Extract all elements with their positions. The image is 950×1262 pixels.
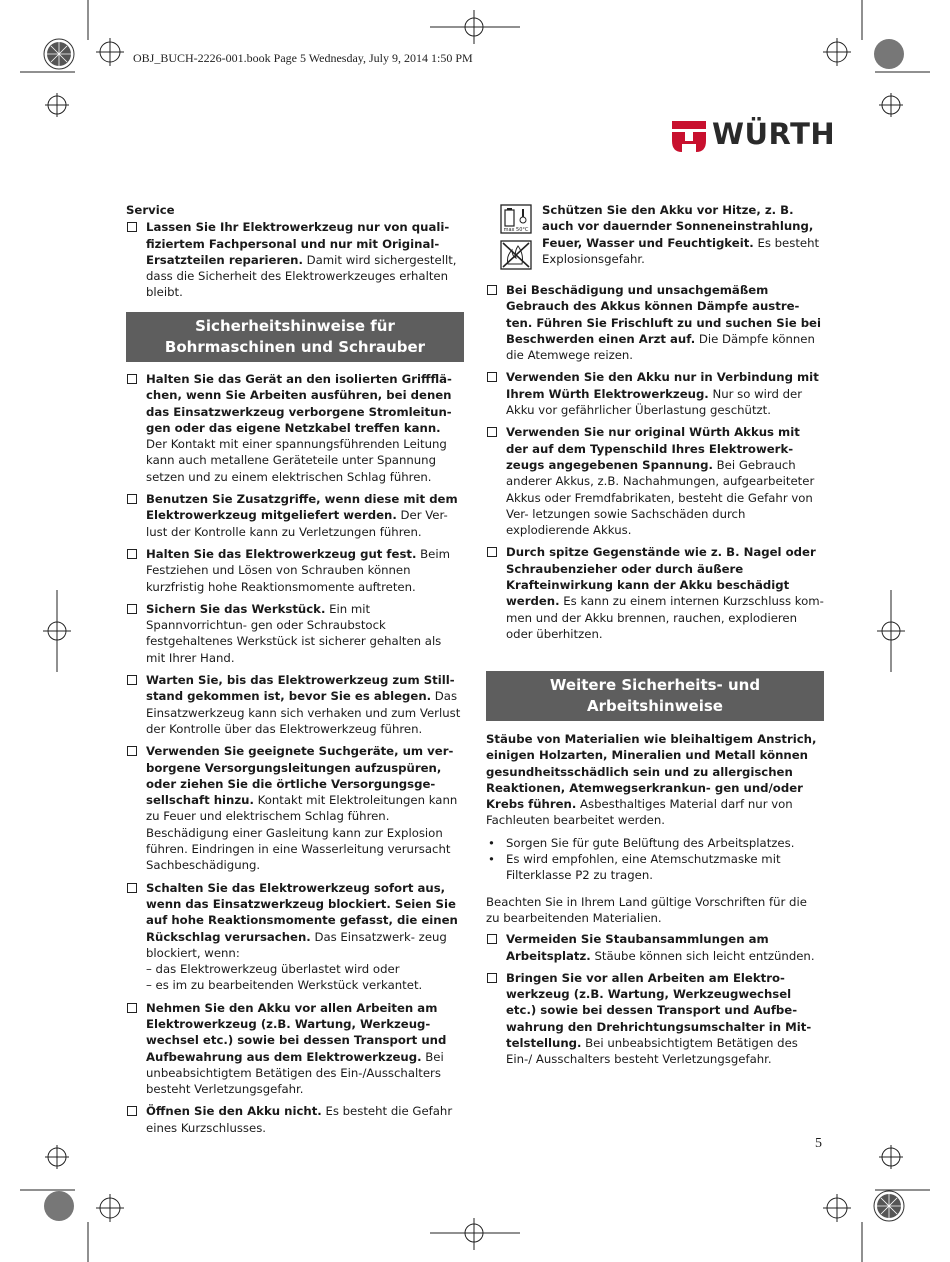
list-item: Sichern Sie das Werkstück. Ein mit Spannvorrichtun- gen oder Schraubstock festgehaltenes Werkstück ist sicherer gehalten als mit Ihrer Hand. <box>126 601 464 666</box>
regulations-note: Beachten Sie in Ihrem Land gültige Vorschriften für die zu bearbeitenden Materialien. <box>486 894 807 925</box>
bullet-item: • Es wird empfohlen, eine Atemschutzmaske mit Filterklasse P2 zu tragen. <box>488 852 781 883</box>
checkbox-bullet-icon <box>127 549 137 559</box>
list-item: Halten Sie das Elektrowerkzeug gut fest. Beim Festziehen und Lösen von Schrauben können kurzfristig hohe Reaktionsmomente auftreten. <box>126 546 464 595</box>
no-fire-water-icon <box>500 240 532 270</box>
dust-section <box>486 731 824 1074</box>
list-item: Schalten Sie das Elektrowerkzeug sofort aus, wenn das Einsatzwerkzeug blockiert. Seien Sie auf hohe Reaktionsmomente gefasst, die einen Rückschlag verursachen. Das Einsatzwerk- zeug blockiert, wenn: – das Elektrowerkzeug überlastet wird oder – es im zu bearbeitenden Werkstück verkantet. <box>126 880 464 994</box>
list-item: Durch spitze Gegenstände wie z. B. Nagel oder Schraubenzieher oder durch äußere Krafteinwirkung kann der Akku beschädigt werden. Es kann zu einem internen Kurzschluss kom- men und der Akku brennen, rauchen, explodieren oder überhitzen. <box>486 544 824 642</box>
list-item: Verwenden Sie nur original Würth Akkus mit der auf dem Typenschild Ihres Elektrowerk- zeugs angegebenen Spannung. Bei Gebrauch anderer Akkus, z.B. Nachahmungen, aufgearbeiteter Akkus oder Fremdfabrikaten, besteht die Gefahr von Ver- letzungen sowie Sachschäden durch explodierende Akkus. <box>486 424 824 538</box>
book-header-line: OBJ_BUCH-2226-001.book Page 5 Wednesday, July 9, 2014 1:50 PM <box>133 51 473 65</box>
dash-line: – das Elektrowerkzeug überlastet wird oder <box>146 962 400 977</box>
checkbox-bullet-icon <box>127 675 137 685</box>
service-heading: Service <box>126 203 175 217</box>
list-item: Verwenden Sie den Akku nur in Verbindung mit Ihrem Würth Elektrowerkzeug. Nur so wird der Akku vor gefährlicher Überlastung geschützt. <box>486 369 824 418</box>
list-item: Nehmen Sie den Akku vor allen Arbeiten am Elektrowerkzeug (z.B. Wartung, Werkzeug- wechsel etc.) sowie bei dessen Transport und Aufbewahrung aus dem Elektrowerkzeug. Bei unbeabsichtigtem Betätigen des Ein-/Ausschalters besteht Verletzungsgefahr. <box>126 1000 464 1098</box>
list-item: Vermeiden Sie Staubansammlungen am Arbeitsplatz. Stäube können sich leicht entzünden. <box>486 931 824 964</box>
dash-line: – es im zu bearbeitenden Werkstück verkantet. <box>146 978 423 993</box>
section-banner-further-safety: Weitere Sicherheits- und Arbeitshinweise <box>486 671 824 721</box>
right-items-list <box>486 282 824 648</box>
battery-warning-icons <box>500 204 534 274</box>
wurth-logo <box>672 117 836 157</box>
checkbox-bullet-icon <box>487 547 497 557</box>
left-items-list <box>126 371 464 1142</box>
checkbox-bullet-icon <box>127 374 137 384</box>
list-item: Warten Sie, bis das Elektrowerkzeug zum Still- stand gekommen ist, bevor Sie es ablegen. Das Einsatzwerkzeug kann sich verhaken und zum Verlust der Kontrolle über das Elektrowerkzeug führen. <box>126 672 464 737</box>
list-item: Bringen Sie vor allen Arbeiten am Elektro- werkzeug (z.B. Wartung, Werkzeugwechsel etc.) sowie bei dessen Transport und Aufbe- wahrung den Drehrichtungsumschalter in Mit- telstellung. Bei unbeabsichtigtem Betätigen des Ein-/ Ausschalters besteht Verletzungsgefahr. <box>486 970 824 1068</box>
heat-item: Schützen Sie den Akku vor Hitze, z. B. auch vor dauernder Sonneneinstrahlung, Feuer, Wasser und Feuchtigkeit. Es besteht Explosionsgefahr. <box>542 203 820 266</box>
checkbox-bullet-icon <box>127 222 137 232</box>
list-item: Bei Beschädigung und unsachgemäßem Gebrauch des Akkus können Dämpfe austre- ten. Führen Sie Frischluft zu und suchen Sie bei Beschwerden einen Arzt auf. Die Dämpfe können die Atemwege reizen. <box>486 282 824 363</box>
list-item: Benutzen Sie Zusatzgriffe, wenn diese mit dem Elektrowerkzeug mitgeliefert werden. Der Ver- lust der Kontrolle kann zu Verletzungen führen. <box>126 491 464 540</box>
checkbox-bullet-icon <box>487 427 497 437</box>
list-item: Verwenden Sie geeignete Suchgeräte, um ver- borgene Versorgungsleitungen aufzuspüren, oder ziehen Sie die örtliche Versorgungsge- sellschaft hinzu. Kontakt mit Elektroleitungen kann zu Feuer und elektrischem Schlag führen. Beschädigung einer Gasleitung kann zur Explosion führen. Eindringen in eine Wasserleitung verursacht Sachbeschädigung. <box>126 743 464 873</box>
heat-icon-label: max 50°C <box>503 227 529 233</box>
checkbox-bullet-icon <box>487 372 497 382</box>
checkbox-bullet-icon <box>127 1003 137 1013</box>
wurth-logo-text: WÜRTH <box>712 117 836 151</box>
wurth-emblem-icon <box>672 121 706 155</box>
checkbox-bullet-icon <box>127 746 137 756</box>
dust-intro: Stäube von Materialien wie bleihaltigem Anstrich, einigen Holzarten, Mineralien und Metall können gesundheitsschädlich sein und zu allergischen Reaktionen, Atemwegserkrankun- gen und/oder Krebs führen. Asbesthaltiges Material darf nur von Fachleuten bearbeitet werden. <box>486 732 817 828</box>
heat-warning-icon <box>500 204 532 234</box>
service-item: Lassen Sie Ihr Elektrowerkzeug nur von quali- fiziertem Fachpersonal und nur mit Original- Ersatzteilen reparieren. Damit wird sichergestellt, dass die Sicherheit des Elektrowerkzeuges erhalten bleibt. <box>126 219 464 300</box>
checkbox-bullet-icon <box>127 604 137 614</box>
checkbox-bullet-icon <box>487 285 497 295</box>
checkbox-bullet-icon <box>127 494 137 504</box>
bullet-item: • Sorgen Sie für gute Belüftung des Arbeitsplatzes. <box>488 835 795 850</box>
checkbox-bullet-icon <box>127 1106 137 1116</box>
checkbox-bullet-icon <box>127 883 137 893</box>
list-item: Öffnen Sie den Akku nicht. Es besteht die Gefahr eines Kurzschlusses. <box>126 1103 464 1136</box>
checkbox-bullet-icon <box>487 973 497 983</box>
section-banner-drill-safety: Sicherheitshinweise für Bohrmaschinen und Schrauber <box>126 312 464 362</box>
page-number: 5 <box>815 1136 822 1151</box>
list-item: Halten Sie das Gerät an den isolierten Griffflä- chen, wenn Sie Arbeiten ausführen, bei denen das Einsatzwerkzeug verborgene Stromleitun- gen oder das eigene Netzkabel treffen kann. Der Kontakt mit einer spannungsführenden Leitung kann auch metallene Geräteteile unter Spannung setzen und zu einem elektrischen Schlag führen. <box>126 371 464 485</box>
checkbox-bullet-icon <box>487 934 497 944</box>
